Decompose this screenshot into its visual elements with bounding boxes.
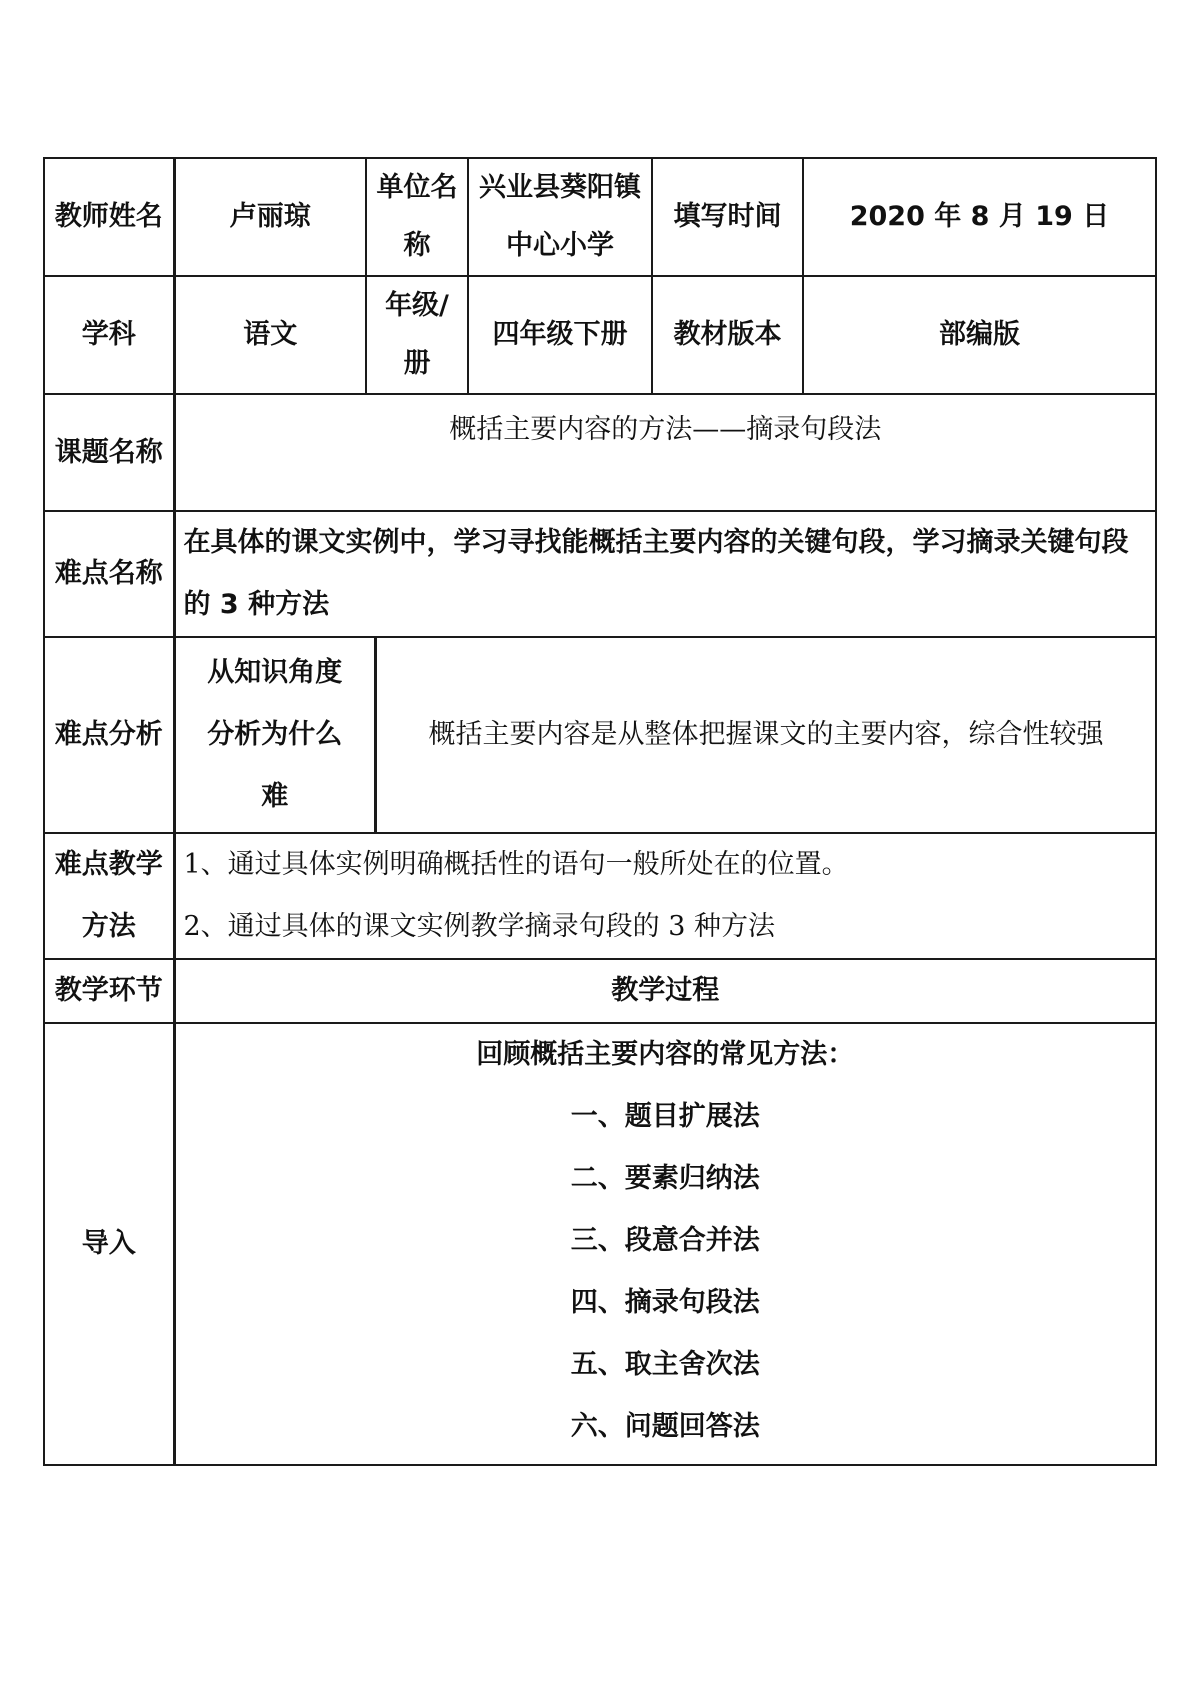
subject-label: 学科 [44,276,174,394]
grade-label: 年级/册 [366,276,468,394]
row-analysis [44,637,1156,833]
analysis-subtable [176,638,1156,832]
method-item: 1、通过具体实例明确概括性的语句一般所处在的位置。 [183,849,849,880]
intro-item: 六、问题回答法 [570,1411,760,1442]
edition-label: 教材版本 [652,276,803,394]
intro-item: 三、段意合并法 [570,1225,760,1256]
row-difficulty [44,511,1156,637]
analysis-label: 难点分析 [44,637,174,833]
row-teacher-info [44,158,1156,276]
intro-item: 五、取主舍次法 [570,1349,760,1380]
row-method [44,833,1156,959]
intro-content [174,1023,1156,1465]
intro-item: 一、题目扩展法 [570,1101,760,1132]
analysis-cell [174,637,1156,833]
process-stage-label: 教学环节 [44,959,174,1023]
row-topic [44,394,1156,511]
method-list [174,833,1156,959]
method-label: 难点教学方法 [44,833,174,959]
topic-label: 课题名称 [44,394,174,511]
topic-value: 概括主要内容的方法——摘录句段法 [174,394,1156,511]
date-value: 2020 年 8 月 19 日 [803,158,1156,276]
row-subject-info [44,276,1156,394]
analysis-sub-label: 从知识角度分析为什么难 [176,638,376,832]
unit-label: 单位名称 [366,158,468,276]
analysis-value: 概括主要内容是从整体把握课文的主要内容，综合性较强 [428,719,1104,750]
unit-name: 兴业县葵阳镇中心小学 [468,158,652,276]
intro-item: 二、要素归纳法 [570,1163,760,1194]
method-item: 2、通过具体的课文实例教学摘录句段的 3 种方法 [183,911,776,942]
lesson-form-table [43,157,1157,1466]
intro-label: 导入 [44,1023,174,1465]
difficulty-value: 在具体的课文实例中，学习寻找能概括主要内容的关键句段，学习摘录关键句段的 3 种方法 [174,511,1156,637]
intro-heading: 回顾概括主要内容的常见方法： [476,1039,855,1070]
row-intro [44,1023,1156,1465]
teacher-label: 教师姓名 [44,158,174,276]
edition-value: 部编版 [803,276,1156,394]
subject-value: 语文 [174,276,366,394]
process-header-value: 教学过程 [174,959,1156,1023]
intro-item: 四、摘录句段法 [570,1287,760,1318]
row-process-header [44,959,1156,1023]
difficulty-label: 难点名称 [44,511,174,637]
date-label: 填写时间 [652,158,803,276]
teacher-name: 卢丽琼 [174,158,366,276]
grade-value: 四年级下册 [468,276,652,394]
